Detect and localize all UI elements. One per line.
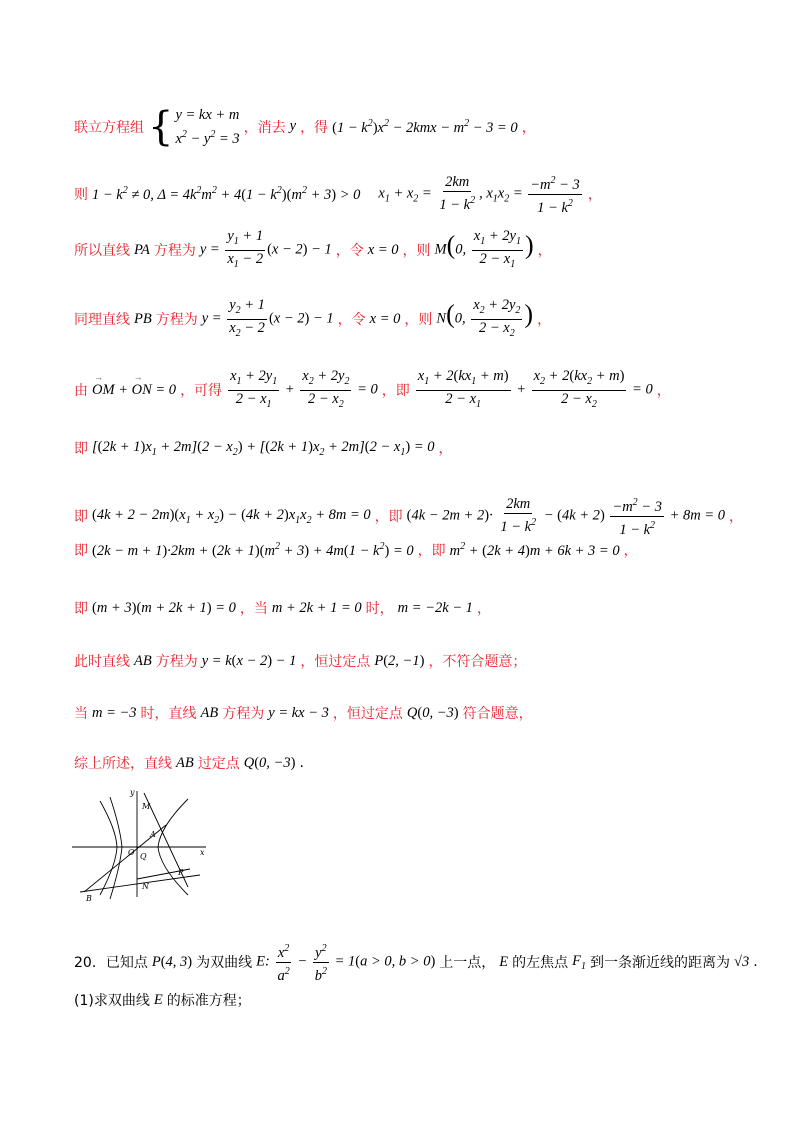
math-line-pa: y = $\frac{y_1 + 1}{x_1 - 2}$ (x − 2) − 1	[199, 228, 332, 270]
solution-line-9: 即 (m + 3)(m + 2k + 1) = 0 ，当 m + 2k + 1 = 0 时， m = −2k − 1 ，	[74, 599, 491, 617]
solution-line-3: 所以直线 PA 方程为 y = $\frac{y_1 + 1}{x_1 - 2}$ (x − 2) − 1 ，令 x = 0 ，则 M(0, $\frac{x_1 + 2y_1}{2 - x_1}$ ) ，	[74, 228, 552, 273]
math-collected: $(4k + 2 - 2m)(x_1 + x_2) - (4k + 2)x_1x_2 + 8m = 0$	[92, 506, 371, 526]
hyperbola-left-branch	[110, 797, 122, 899]
solution-line-4: 同理直线 PB 方程为 y = $\frac{y_2 + 1}{x_2 - 2}$ (x − 2) − 1 ，令 x = 0 ，则 N(0, $\frac{x_2 + 2y_2}{2 - x_2}$ ) ，	[74, 297, 551, 342]
math-vieta: $x_1 + x_2$ = $\frac{2km}{1 - k^2}$ , $x_1x_2$ = $\frac{-m^2 - 3}{1 - k^2}$	[378, 172, 583, 217]
solution-line-10: 此时直线 AB 方程为 y = k(x − 2) − 1 ，恒过定点 P(2, −1) ，不符合题意；	[74, 652, 527, 670]
math-point-m: M(0, $\frac{x_1 + 2y_1}{2 - x_1}$ )	[434, 228, 534, 270]
solution-line-8: 即 $(2k - m + 1)\cdot 2km + (2k + 1)(m^2 + 3) + 4m(1 - k^2) = 0$ ，即 $m^2 + (2k + 4)m + 6k + 3 = 0$ ，	[74, 540, 638, 559]
label-p: P	[178, 868, 184, 877]
math-factored: (m + 3)(m + 2k + 1) = 0	[92, 599, 236, 616]
label-n: N	[142, 882, 149, 891]
math-quadratic: $(1 - k^2)x^2 - 2kmx - m^2 - 3 = 0$	[332, 117, 518, 136]
solution-line-7: 即 $(4k + 2 - 2m)(x_1 + x_2) - (4k + 2)x_1x_2 + 8m = 0$ ，即 (4k − 2m + 2)· $\frac{2km}{1 - k^2}$ − (4k + 2) $\frac{-m^2 - 3}{1 - k^2}$ + 8m = 0 ，	[74, 494, 743, 539]
solution-line-12: 综上所述，直线 AB 过定点 Q(0, −3) .	[74, 754, 304, 772]
math-vector-sum: → OM + → ON = 0	[92, 382, 176, 399]
solution-line-2: 则 $1 - k^2 \ne 0$, $\Delta = 4k^2m^2 + 4(1 - k^2)(m^2 + 3) > 0$ $x_1 + x_2$ = $\frac{2km}{1 - k^2}$ , $x_1x_2$ = $\frac{-m^2 - 3}{1 - k^2}$ ，	[74, 172, 602, 217]
label-m: M	[142, 802, 151, 811]
math-line-pb: y = $\frac{y_2 + 1}{x_2 - 2}$ (x − 2) − 1	[201, 297, 334, 339]
math-quadratic-m: $m^2 + (2k + 4)m + 6k + 3 = 0$	[449, 540, 620, 559]
math-sum-substituted: $\frac{x_1 + 2(kx_1 + m)}{2 - x_1}$ + $\frac{x_2 + 2(kx_2 + m)}{2 - x_2}$ = 0	[417, 368, 653, 410]
hyperbola-figure	[70, 787, 210, 902]
question-20-part-1: (1)求双曲线 E 的标准方程；	[74, 991, 251, 1009]
hyperbola-left-branch-2	[100, 801, 117, 895]
line-bp	[80, 875, 200, 892]
math-discriminant: $1 - k^2 \ne 0$, $\Delta = 4k^2m^2 + 4(1 - k^2)(m^2 + 3) > 0$	[92, 184, 361, 203]
label-q: Q	[140, 852, 147, 861]
math-simplified: $(2k - m + 1)\cdot 2km + (2k + 1)(m^2 + 3) + 4m(1 - k^2) = 0$	[92, 540, 414, 559]
math-hyperbola-equation: E: $\frac{x^2}{a^2}$ − $\frac{y^2}{b^2}$ = 1(a > 0, b > 0)	[256, 940, 435, 985]
label-a: A	[150, 830, 156, 839]
math-point-n: N(0, $\frac{x_2 + 2y_2}{2 - x_2}$ )	[436, 297, 534, 339]
solution-line-11: 当 m = −3 时，直线 AB 方程为 y = kx − 3 ，恒过定点 Q(0, −3) 符合题意，	[74, 704, 533, 722]
label-x: x	[200, 848, 205, 857]
solution-line-6: 即 $[(2k + 1)x_1 + 2m](2 - x_2) + [(2k + 1)x_2 + 2m](2 - x_1) = 0$ ，	[74, 438, 453, 458]
math-sum-fractions: $\frac{x_1 + 2y_1}{2 - x_1}$ + $\frac{x_2 + 2y_2}{2 - x_2}$ = 0	[230, 368, 378, 410]
label-y: y	[130, 788, 135, 797]
question-20: 20． 已知点 P(4, 3) 为双曲线 E: $\frac{x^2}{a^2}$ − $\frac{y^2}{b^2}$ = 1(a > 0, b > 0) 上一点， E 的左焦点 $F_1$ 到一条渐近线的距离为 √3 .	[74, 940, 758, 985]
label-b: B	[86, 894, 92, 902]
equation-system: { y = kx + m $x^2 - y^2 = 3$	[148, 103, 240, 150]
solution-line-5: 由 → OM + → ON = 0 ，可得 $\frac{x_1 + 2y_1}{2 - x_1}$ + $\frac{x_2 + 2y_2}{2 - x_2}$ = 0 ，即 $\frac{x_1 + 2(kx_1 + m)}{2 - x_1}$ + $\frac{x_2 + 2(kx_2 + m)}{2 - x_2}$ = 0 ，	[74, 368, 671, 413]
math-vieta-substituted: (4k − 2m + 2)· $\frac{2km}{1 - k^2}$ − (4k + 2) $\frac{-m^2 - 3}{1 - k^2}$ + 8m = 0	[407, 494, 725, 539]
solution-line-1: 联立方程组 { y = kx + m $x^2 - y^2 = 3$ ，消去 y ，得 $(1 - k^2)x^2 - 2kmx - m^2 - 3 = 0$ ，	[74, 103, 536, 150]
label-o: O	[128, 848, 135, 857]
math-expanded: $[(2k + 1)x_1 + 2m](2 - x_2) + [(2k + 1)x_2 + 2m](2 - x_1) = 0$	[92, 438, 435, 458]
